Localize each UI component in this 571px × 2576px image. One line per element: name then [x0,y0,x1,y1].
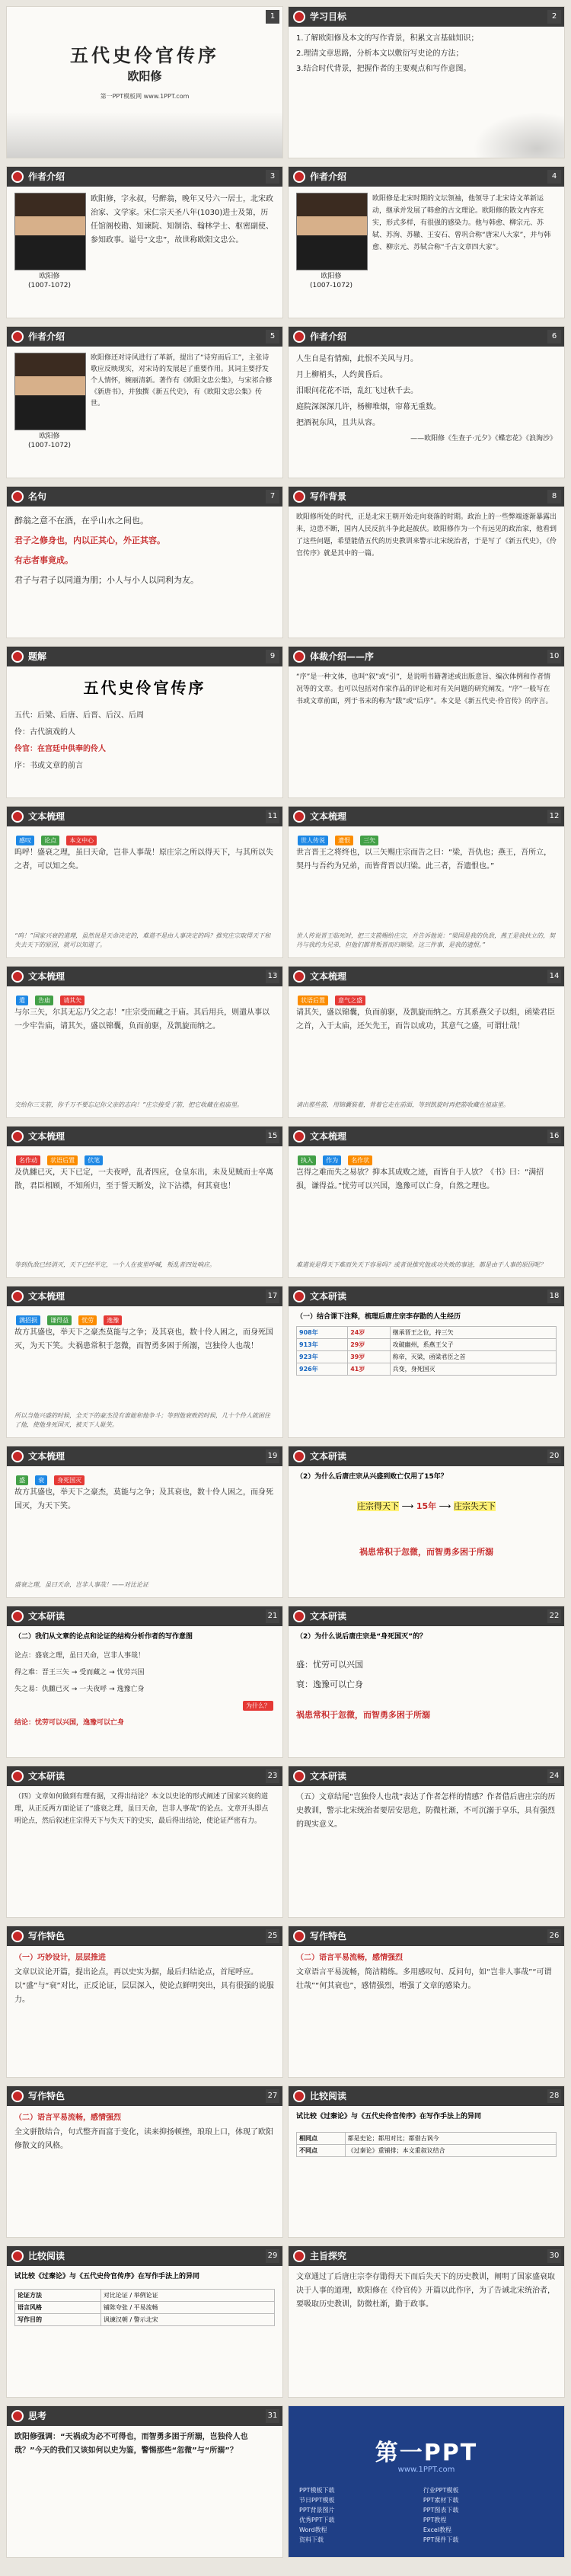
poem-source: ——欧阳修《生查子·元夕》《蝶恋花》《浪淘沙》 [410,435,557,443]
tag: 论点 [41,836,59,845]
brand-link[interactable]: 优秀PPT下载 [299,2517,335,2523]
author-portrait [296,193,368,270]
brand-link[interactable]: Excel教程 [423,2526,452,2533]
original-text: 呜呼！盛衰之理，虽曰天命，岂非人事哉！原庄宗之所以得天下，与其所以失之者，可以知之矣。 [14,849,273,871]
slide-15-text[interactable] [6,1126,283,1278]
arrow-right-icon: ⟶ [401,1501,416,1511]
quote-list [14,511,275,631]
slide-14-text[interactable] [288,966,565,1118]
tag-row [14,991,86,1006]
original-text: 及仇雠已灭，天下已定，一夫夜呼，乱者四应，仓皇东出，未及见贼而士卒离散，君臣相顾，不知所归，至于誓天断发，泣下沾襟，何其衰也！ [14,1168,273,1191]
brand-logo-text: 第一PPT模板网 www.1PPT.com [100,93,190,100]
ink-decoration [473,112,564,158]
slide-number: 11 [266,810,279,823]
slide-12-text[interactable] [288,806,565,958]
tag: 逸豫 [104,1315,122,1325]
slide-number: 16 [547,1130,561,1143]
flow-row [296,1500,557,1512]
seal-icon [293,1930,305,1942]
explain-item-highlight: 伶官：在宫廷中供奉的伶人 [14,745,106,753]
slide-header: 主旨探究 [289,2246,564,2266]
poem-line: 庭院深深深几许，杨柳堆烟，帘幕无重数。 [296,403,441,411]
slide-5-author[interactable] [6,326,283,478]
slide-26-features[interactable] [288,1926,565,2078]
flow-node: 15年 [416,1501,437,1511]
slide-number: 28 [547,2089,561,2103]
feature-text: 文章以议论开篇，提出论点，再以史实为据，最后归结论点，首尾呼应。以“盛”与“衰”对比，正反论证，层层深入，使论点鲜明突出，具有很强的说服力。 [14,1968,274,2004]
brand-link[interactable]: PPT背景图片 [299,2507,335,2514]
slide-number: 27 [266,2089,279,2103]
tag: 遗恨 [335,836,353,845]
slide-header: 文本梳理 [7,967,282,986]
compare-table [296,2132,557,2157]
brand-link[interactable]: PPT教程 [423,2517,447,2523]
seal-icon [11,331,24,343]
slide-16-text[interactable] [288,1126,565,1278]
tag: 忧劳 [78,1315,97,1325]
slide-header: 写作背景 [289,487,564,507]
structure-result: 结论：忧劳可以兴国，逸豫可以亡身 [14,1719,125,1727]
slide-number: 8 [547,490,561,503]
slide-header: 文本梳理 [289,967,564,986]
slide-header: 写作特色 [289,1926,564,1946]
slide-number: 26 [547,1929,561,1943]
analysis-subtitle: （2）为什么说后唐庄宗是“身死国灭”的？ [296,1633,427,1641]
slide-9-explain[interactable] [6,646,283,798]
seal-icon [293,1290,305,1302]
slide-number: 3 [266,170,279,184]
seal-icon [293,171,305,183]
slide-header: 比较阅读 [7,2246,282,2266]
slide-number: 12 [547,810,561,823]
goal-item: 1.了解欧阳修及本文的写作背景，积累文言基础知识； [296,34,479,43]
think-text: 欧阳修强调：“天祸成为必不可得也，而智勇多困于所溺，岂独伶人也哉？”今天的我们又该如何以史为鉴，警惕那些“忽微”与“所溺”？ [14,2433,248,2455]
slide-header: 文本研读 [7,1766,282,1786]
translation-note: 请出那些箭，用锦囊装着，背着它走在前面，等到凯旋时再把箭收藏在祖庙里。 [296,1101,509,1108]
slide-number: 15 [266,1130,279,1143]
slide-header: 文本梳理 [7,807,282,826]
seal-icon [11,1770,24,1782]
brand-logo: 第一PPT [375,2440,478,2466]
slide-32-brand[interactable] [288,2405,565,2558]
compare-table-wrap [14,2289,275,2326]
feature-subtitle: （一）巧妙设计，层层推进 [14,1954,106,1962]
seal-icon [293,1770,305,1782]
flow-node: 庄宗得天下 [357,1501,400,1511]
slide-25-features[interactable] [6,1926,283,2078]
table-row: 论证方法 对比论证 / 举例论证 [15,2290,275,2302]
seal-icon [293,1450,305,1462]
slide-number: 31 [266,2409,279,2423]
goal-item: 2.理清文章思路，分析本文以敷衍写史论的方法； [296,50,464,58]
slide-2-goals[interactable] [288,6,565,158]
tag-row [14,1151,104,1166]
seal-icon [11,171,24,183]
tag: 三矢 [360,836,378,845]
slide-number: 22 [547,1609,561,1623]
slide-3-author[interactable] [6,166,283,318]
translation-note: 所以当他兴盛的时候，全天下的豪杰没有谁能和他争斗；等到他衰败的时候，几十个伶人就困住了他，使他身死国灭，被天下人耻笑。 [14,1412,270,1428]
question-badge: 为什么？ [243,1701,273,1711]
slide-number: 23 [266,1769,279,1783]
slide-13-text[interactable] [6,966,283,1118]
seal-icon [293,491,305,503]
compare-subtitle: 试比较《过秦论》与《五代史伶官传序》在写作手法上的异同 [296,2113,482,2121]
slide-number: 25 [266,1929,279,1943]
brand-url[interactable]: www.1PPT.com [397,2466,455,2474]
slide-number: 13 [266,970,279,983]
slide-28-compare[interactable] [288,2085,565,2238]
goal-item: 3.结合时代背景，把握作者的主要观点和写作意图。 [296,65,471,73]
tag: 作为 [323,1155,341,1165]
slide-header: 思考 [7,2406,282,2426]
original-text: 故方其盛也，举天下之豪杰莫能与之争；及其衰也，数十伶人困之，而身死国灭，为天下笑。夫祸患常积于忽微，而智勇多困于所溺，岂独伶人也哉！ [14,1328,273,1350]
original-text: 世言晋王之将终也，以三矢赐庄宗而告之曰：“梁，吾仇也；燕王，吾所立，契丹与吾约为兄弟，而皆背晋以归梁。此三者，吾遗恨也。” [296,849,552,871]
seal-icon [293,11,305,23]
slide-29-compare[interactable] [6,2245,283,2398]
slide-header: 作者介绍 [7,167,282,187]
tag: 告庙 [35,996,53,1005]
flow-node: 庄宗失天下 [453,1501,496,1511]
slide-number: 17 [266,1290,279,1303]
seal-icon [11,970,24,983]
translation-note: “呜！”国家兴衰的道理，虽然说是天命决定的，难道不是由人事决定的吗？推究庄宗取得天下和失去天下的原因，就可以知道了。 [14,932,271,948]
genre-text: “序”是一种文体，也叫“叙”或“引”，是说明书籍著述或出版意旨、编次体例和作者情况等的文章。也可以包括对作家作品的评论和对有关问题的研究阐发。“序”一般写在书或文章前面，列于书末的称为“跋”或“后序”。本文是《新五代史·伶官传》的序言。 [296,673,553,705]
table-row: 不同点 《过秦论》重铺排；本文重叙议结合 [297,2145,557,2157]
slide-header: 题解 [7,647,282,666]
slide-number: 7 [266,490,279,503]
slide-header: 写作特色 [7,1926,282,1946]
slide-number: 29 [266,2249,279,2263]
analysis-item: 衰：逸豫可以亡身 [296,1680,363,1689]
compare-table-wrap [296,2132,557,2157]
author-portrait [14,353,86,430]
slide-number: 14 [547,970,561,983]
explain-item: 序：书或文章的前言 [14,762,83,770]
slide-header: 文本梳理 [289,807,564,826]
brand-link[interactable]: Word教程 [299,2526,327,2533]
tag-row [296,991,367,1006]
explain-item: 五代：后梁、后唐、后晋、后汉、后周 [14,711,144,720]
poem-list [296,351,557,471]
slide-27-features[interactable] [6,2085,283,2238]
compare-subtitle: 试比较《过秦论》与《五代史伶官传序》在写作手法上的异同 [14,2273,200,2280]
slide-number: 18 [547,1290,561,1303]
slide-number: 10 [547,650,561,663]
seal-icon [11,1290,24,1302]
quote-line-highlight: 君子之修身也，内以正其心，外正其容。 [14,535,165,545]
tag: 执入 [298,1155,316,1165]
seal-icon [293,650,305,663]
original-text: 故方其盛也，举天下之豪杰，莫能与之争；及其衰也，数十伶人困之，而身死国灭，为天下笑。 [14,1488,273,1510]
seal-icon [293,970,305,983]
tag: 意气之盛 [335,996,365,1005]
slide-title: 五代史伶官传序 [70,44,219,66]
table-row: 913年 29岁 攻破幽州，系燕王父子 [297,1339,557,1351]
arrow-right-icon: ⟶ [439,1501,454,1511]
slide-1-title[interactable] [6,6,283,158]
feature-text: 全文骈散结合，句式整齐而富于变化，读来抑扬顿挫，琅琅上口，体现了欧阳修散文的风格。 [14,2128,273,2150]
slide-31-think[interactable] [6,2405,283,2558]
analysis-result: 祸患常积于忽微，而智勇多困于所溺 [296,1710,430,1720]
tag: 感叹 [16,836,34,845]
poem-line: 把酒祝东风，且共从容。 [296,419,380,427]
tag: 本文中心 [66,836,97,845]
analysis-list [296,1655,557,1751]
tag: 状语后置 [298,996,328,1005]
poem-line: 人生自是有情痴，此恨不关风与月。 [296,355,418,363]
seal-icon [11,810,24,823]
seal-icon [11,1130,24,1143]
slide-30-theme[interactable] [288,2245,565,2398]
slide-author: 欧阳修 [127,69,162,83]
seal-icon [293,1610,305,1622]
tag: 谦得益 [47,1315,72,1325]
tag-row [296,1151,374,1166]
quote-line: 君子与君子以同道为朋；小人与小人以同利为友。 [14,575,199,585]
slide-7-quotes[interactable] [6,486,283,638]
slide-header: 作者介绍 [289,167,564,187]
author-text: 欧阳修是北宋时期的文坛领袖，他领导了北宋诗文革新运动，继承并发展了韩愈的古文理论。欧阳修的散文内容充实，形式多样，有很强的感染力。他与韩愈、柳宗元、苏轼、苏洵、苏辙、王安石、曾巩合称“唐宋八大家”，并与韩愈、柳宗元、苏轼合称“千古文章四大家”。 [372,195,551,251]
structure-item: 失之易：仇雠已灭 → 一夫夜呼 → 逸豫亡身 [14,1686,145,1693]
poem-line: 月上柳梢头，人约黄昏后。 [296,371,388,379]
brand-link[interactable]: PPT模板下载 [299,2487,335,2494]
seal-icon [11,2090,24,2102]
seal-icon [11,1450,24,1462]
compare-table [14,2289,275,2326]
slide-18-timeline[interactable] [288,1286,565,1438]
tag: 名作动 [16,1155,40,1165]
original-text: 岂得之难而失之易欤？抑本其成败之迹，而皆自于人欤？《书》曰：“满招损，谦得益。”忧劳可以兴国，逸豫可以亡身，自然之理也。 [296,1168,544,1191]
timeline-subtitle: （一）结合课下注释，梳理后唐庄宗李存勖的人生经历 [296,1313,461,1321]
seal-icon [11,2250,24,2262]
explain-list [14,708,275,791]
tag-row [296,831,380,846]
brand-link[interactable]: 资料下载 [299,2536,324,2543]
brand-link[interactable]: PPT素材下载 [423,2497,459,2504]
mountain-ink-decoration [7,112,282,158]
author-text: 欧阳修还对诗风进行了革新，提出了“诗穷而后工”，主张诗歌应反映现实，对宋诗的发展起了重要作用。其词主要抒发个人情怀，婉丽清新。著作有《欧阳文忠公集》，与宋祁合修《新唐书》，并独撰《新五代史》，有《欧阳文忠公集》传世。 [91,354,273,407]
timeline-table [296,1326,557,1376]
slide-header: 体裁介绍——序 [289,647,564,666]
tag: 衰 [35,1475,47,1485]
slide-header: 文本研读 [289,1446,564,1466]
slide-19-text[interactable] [6,1446,283,1598]
tag: 世人传说 [298,836,328,845]
tag: 身死国灭 [54,1475,85,1485]
translation-note: 等到仇敌已经消灭，天下已经平定，一个人在夜里呼喊，叛乱者四处响应。 [14,1261,215,1268]
brand-link[interactable]: 节日PPT模板 [299,2497,335,2504]
slide-header: 文本研读 [289,1286,564,1306]
seal-icon [293,2250,305,2262]
slide-header: 比较阅读 [289,2086,564,2106]
study-text: （四）文章如何做到有理有据，又得出结论？本文以史论的形式阐述了国家兴衰的道理，从正反两方面论证了“盛衰之理，虽曰天命，岂非人事哉”的论点。文章开头即点明论点，然后叙述庄宗得天下与失天下的史实，最后得出结论，使论证严密有力。 [14,1793,269,1825]
slide-11-text[interactable] [6,806,283,958]
quote-line: 醉翁之意不在酒，在乎山水之间也。 [14,516,148,526]
slide-10-genre[interactable] [288,646,565,798]
slide-number: 9 [266,650,279,663]
study-text: （五）文章结尾“岂独伶人也哉”表达了作者怎样的情感？作者借后唐庄宗的历史教训，警示北宋统治者要居安思危，防微杜渐，不可沉溺于享乐，具有强烈的现实意义。 [296,1793,556,1829]
slide-number: 4 [547,170,561,184]
table-row: 相同点 都是史论；都用对比；都借古讽今 [297,2133,557,2145]
analysis-item: 盛：忧劳可以兴国 [296,1660,363,1670]
slide-header: 写作特色 [7,2086,282,2106]
slide-17-text[interactable] [6,1286,283,1438]
tag-row [14,1471,86,1486]
original-text: 请其矢，盛以锦囊，负而前驱，及凯旋而纳之。方其系燕父子以组，函梁君臣之首，入于太庙，还矢先王，而告以成功，其意气之盛，可谓壮哉！ [296,1008,555,1031]
poem-line: 泪眼问花花不语，乱红飞过秋千去。 [296,387,418,395]
structure-item: 得之难：晋王三矢 → 受而藏之 → 忧劳兴国 [14,1669,145,1676]
seal-icon [11,650,24,663]
brand-link[interactable]: PPT图表下载 [423,2507,459,2514]
table-row: 923年 39岁 称帝，灭梁，函梁君臣之首 [297,1351,557,1363]
author-portrait [14,193,86,270]
structure-list [14,1648,275,1751]
portrait-caption: 欧阳修 (1007-1072) [309,273,353,289]
structure-subtitle: （二）我们从文章的论点和论证的结构分析作者的写作意图 [14,1633,193,1641]
slide-number: 1 [266,10,279,24]
seal-icon [293,2090,305,2102]
seal-icon [293,1130,305,1143]
translation-note: 盛衰之理，虽曰天命，岂非人事哉！——对比论证 [14,1581,148,1588]
slide-header: 文本梳理 [289,1127,564,1146]
portrait-caption: 欧阳修 (1007-1072) [27,433,72,449]
analysis-subtitle: （2）为什么后唐庄宗从兴盛到败亡仅用了15年？ [296,1473,448,1481]
analysis-conclusion: 祸患常积于忽微，而智勇多困于所溺 [359,1547,493,1557]
structure-item: 论点：盛衰之理，虽曰天命，岂非人事哉！ [14,1652,145,1660]
slide-number: 20 [547,1449,561,1463]
portrait-caption: 欧阳修 (1007-1072) [27,273,72,289]
slide-20-analysis[interactable] [288,1446,565,1598]
tag: 盛 [16,1475,28,1485]
slide-header: 文本研读 [289,1766,564,1786]
slide-header: 文本梳理 [7,1127,282,1146]
slide-22-analysis[interactable] [288,1606,565,1758]
slide-header: 文本研读 [289,1606,564,1626]
slide-header: 文本梳理 [7,1446,282,1466]
slide-number: 24 [547,1769,561,1783]
tag: 伏笔 [85,1155,103,1165]
slide-number: 2 [547,10,561,24]
slide-21-structure[interactable] [6,1606,283,1758]
tag: 遣 [16,996,28,1005]
table-row: 908年 24岁 继承晋王之位，持三矢 [297,1327,557,1339]
slide-8-background[interactable] [288,486,565,638]
slide-header: 作者介绍 [289,327,564,347]
tag: 状语后置 [47,1155,78,1165]
slide-header: 学习目标 [289,7,564,27]
tag-row [14,1311,123,1326]
slide-number: 6 [547,330,561,344]
original-text: 与尔三矢，尔其无忘乃父之志！”庄宗受而藏之于庙。其后用兵，则遣从事以一少牢告庙，请其矢，盛以锦囊，负而前驱，及凯旋而纳之。 [14,1008,270,1031]
seal-icon [11,1610,24,1622]
translation-note: 难道说是得天下难而失天下容易吗？或者说推究他成功失败的事迹，都是由于人事的原因呢？ [296,1261,546,1268]
seal-icon [293,331,305,343]
tag: 满招损 [16,1315,40,1325]
translation-note: 交给你三支箭，你千万不要忘记你父亲的志向！”庄宗接受了箭，把它收藏在祖庙里。 [14,1101,244,1108]
timeline-table-wrap [296,1326,557,1376]
slide-number: 5 [266,330,279,344]
explain-item: 伶：古代演戏的人 [14,728,75,737]
slide-header: 作者介绍 [7,327,282,347]
tag: 请其矢 [60,996,85,1005]
table-row: 语言风格 铺陈夸张 / 平易流畅 [15,2302,275,2314]
slide-24-study[interactable] [288,1766,565,1918]
table-row: 926年 41岁 兵变，身死国灭 [297,1363,557,1376]
background-text: 欧阳修所处的时代，正是北宋王朝开始走向衰落的时期。政治上的一些弊端逐渐暴露出来，边患不断，国内人民反抗斗争此起彼伏。欧阳修作为一个有远见的政治家，他看到了这些问题，希望能借五代的历史教训来警示北宋统治者，于是写了《新五代史》，《伶官传序》就是其中的一篇。 [296,513,557,558]
feature-subtitle: （二）语言平易流畅，感情强烈 [14,2114,121,2122]
table-row: 写作目的 讽谏汉朝 / 警示北宋 [15,2314,275,2326]
quote-line-highlight: 有志者事竟成。 [14,555,73,565]
slide-23-study[interactable] [6,1766,283,1918]
seal-icon [11,1930,24,1942]
brand-link-list [299,2485,553,2545]
author-text: 欧阳修，字永叔，号醉翁，晚年又号六一居士，北宋政治家、文学家。宋仁宗天圣八年(1030)进士及第，历任馆阁校勘、知谏院、知制诰、翰林学士、枢密副使、参知政事。谥号“文忠”，故世称欧阳文忠公。 [91,195,273,244]
theme-text: 文章通过了后唐庄宗李存勖得天下而后失天下的历史教训，阐明了国家盛衰取决于人事的道理，欧阳修在《伶官传》开篇以此作序，为了告诫北宋统治者，要吸取历史教训，防微杜渐，勤于政事。 [296,2273,555,2309]
tag-row [14,831,98,846]
explain-title: 五代史伶官传序 [83,679,206,697]
seal-icon [11,491,24,503]
tag: 名作状 [348,1155,372,1165]
slide-number: 21 [266,1609,279,1623]
seal-icon [293,810,305,823]
slide-4-author[interactable] [288,166,565,318]
slide-number: 19 [266,1449,279,1463]
slide-header: 名句 [7,487,282,507]
slide-number: 30 [547,2249,561,2263]
seal-icon [11,2410,24,2422]
brand-link[interactable]: PPT课件下载 [423,2536,459,2543]
feature-subtitle: （二）语言平易流畅，感情强烈 [296,1954,403,1962]
slide-header: 文本研读 [7,1606,282,1626]
feature-text: 文章语言平易流畅，简洁精练。多用感叹句、反问句，如“岂非人事哉”“可谓壮哉”“何其衰也”，感情强烈，增强了文章的感染力。 [296,1968,552,1990]
brand-link[interactable]: 行业PPT模板 [423,2487,459,2494]
translation-note: 世人传说晋王临死时，把三支箭赐给庄宗，并告诉他说：“梁国是我的仇敌，燕王是我扶立的，契丹与我约为兄弟，但他们都背叛晋而归顺梁。这三件事，是我的遗恨。” [296,932,556,948]
slide-6-poems[interactable] [288,326,565,478]
slide-header: 文本梳理 [7,1286,282,1306]
